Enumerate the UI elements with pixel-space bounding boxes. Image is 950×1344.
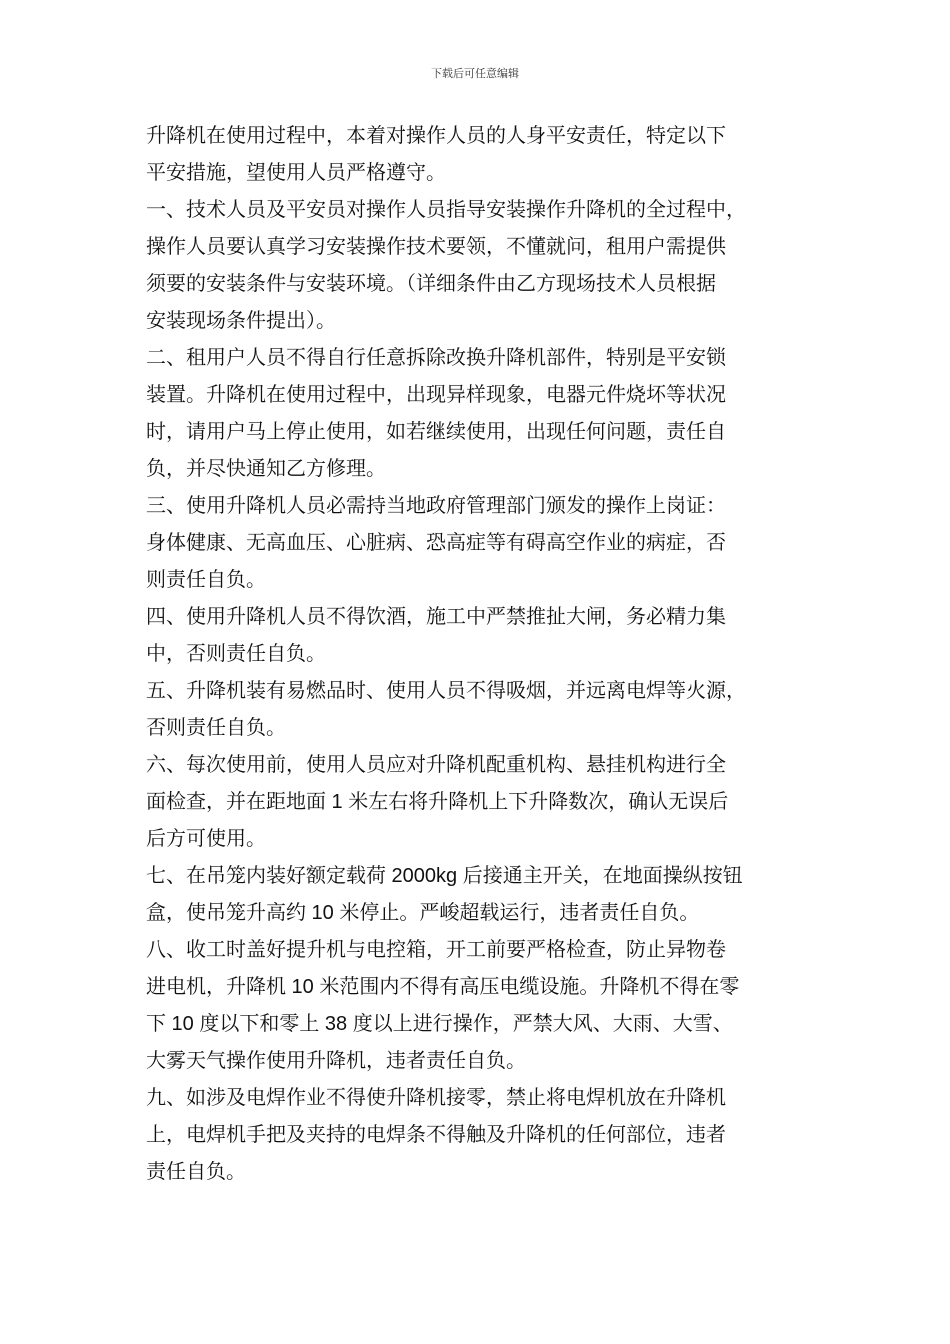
text-line: 操作人员要认真学习安装操作技术要领，不懂就问，租用户需提供 <box>146 236 726 258</box>
text-line: 安装现场条件提出）。 <box>146 310 336 332</box>
text-line: 五、升降机装有易燃品时、使用人员不得吸烟，并远离电焊等火源， <box>146 680 746 702</box>
text-line: 责任自负。 <box>146 1161 246 1183</box>
text-line: 上，电焊机手把及夹持的电焊条不得触及升降机的任何部位，违者 <box>146 1124 726 1146</box>
text-line: 九、如涉及电焊作业不得使升降机接零，禁止将电焊机放在升降机 <box>146 1087 726 1109</box>
text-line: 大雾天气操作使用升降机，违者责任自负。 <box>146 1050 526 1072</box>
text-line: 则责任自负。 <box>146 569 266 591</box>
text-line: 后方可使用。 <box>146 828 266 850</box>
text-line: 装置。升降机在使用过程中，出现异样现象，电器元件烧坏等状况 <box>146 384 726 406</box>
text-line: 盒，使吊笼升高约 10 米停止。严峻超载运行，违者责任自负。 <box>146 902 700 924</box>
text-line: 六、每次使用前，使用人员应对升降机配重机构、悬挂机构进行全 <box>146 754 726 776</box>
text-line: 面检查，并在距地面 1 米左右将升降机上下升降数次，确认无误后 <box>146 791 729 813</box>
text-line: 四、使用升降机人员不得饮酒，施工中严禁推扯大闸，务必精力集 <box>146 606 726 628</box>
text-line: 负，并尽快通知乙方修理。 <box>146 458 386 480</box>
text-line: 一、技术人员及平安员对操作人员指导安装操作升降机的全过程中， <box>146 199 746 221</box>
text-line: 平安措施，望使用人员严格遵守。 <box>146 162 446 184</box>
page-header: 下载后可任意编辑 <box>431 67 519 80</box>
text-line: 时，请用户马上停止使用，如若继续使用，出现任何问题，责任自 <box>146 421 726 443</box>
text-line: 七、在吊笼内装好额定载荷 2000kg 后接通主开关，在地面操纵按钮 <box>146 865 743 887</box>
text-line: 进电机，升降机 10 米范围内不得有高压电缆设施。升降机不得在零 <box>146 976 740 998</box>
text-line: 须要的安装条件与安装环境。（详细条件由乙方现场技术人员根据 <box>146 273 716 295</box>
text-line: 身体健康、无高血压、心脏病、恐高症等有碍高空作业的病症，否 <box>146 532 726 554</box>
text-line: 否则责任自负。 <box>146 717 286 739</box>
document-body <box>146 118 808 1191</box>
text-line: 三、使用升降机人员必需持当地政府管理部门颁发的操作上岗证： <box>146 495 726 517</box>
text-line: 二、租用户人员不得自行任意拆除改换升降机部件，特别是平安锁 <box>146 347 726 369</box>
text-line: 中，否则责任自负。 <box>146 643 326 665</box>
text-line: 八、收工时盖好提升机与电控箱，开工前要严格检查，防止异物卷 <box>146 939 726 961</box>
text-line: 下 10 度以下和零上 38 度以上进行操作，严禁大风、大雨、大雪、 <box>146 1013 733 1035</box>
text-line: 升降机在使用过程中，本着对操作人员的人身平安责任，特定以下 <box>146 125 726 147</box>
